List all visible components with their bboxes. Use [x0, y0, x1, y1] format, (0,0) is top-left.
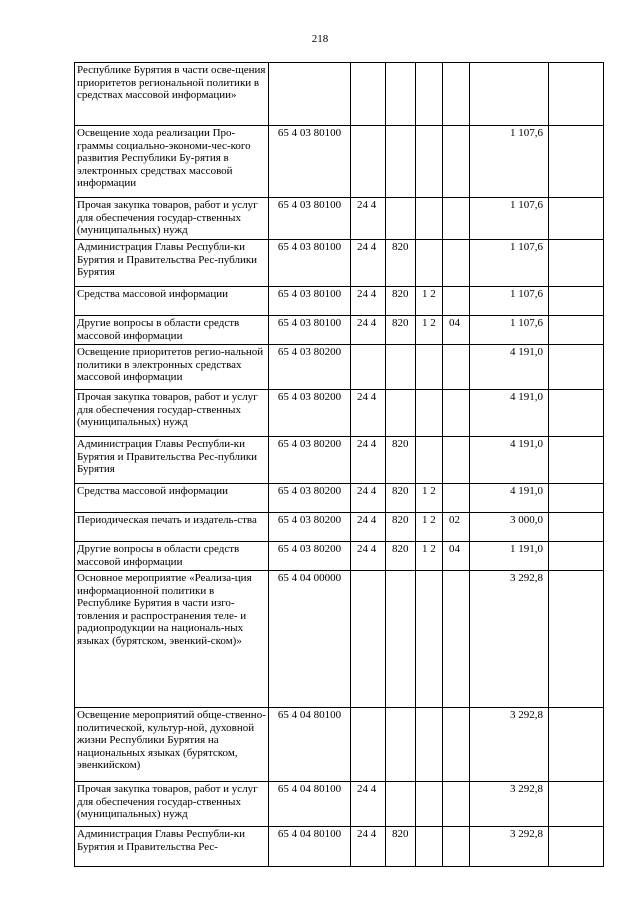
table-row — [75, 63, 604, 126]
subsection-cell — [443, 484, 470, 513]
section-cell — [416, 571, 443, 708]
extra-amount-cell — [549, 287, 604, 316]
section-cell — [416, 345, 443, 390]
department-code-cell — [386, 782, 416, 827]
target-article-cell: 65 4 04 80100 — [269, 782, 351, 827]
target-article-cell: 65 4 03 80200 — [269, 437, 351, 484]
extra-amount-cell — [549, 708, 604, 782]
table-row — [75, 542, 604, 571]
section-cell — [416, 390, 443, 437]
amount-cell: 3 292,8 — [470, 782, 549, 827]
expense-type-cell: 24 4 — [351, 240, 386, 287]
table-row — [75, 240, 604, 287]
subsection-cell — [443, 63, 470, 126]
department-code-cell: 820 — [386, 287, 416, 316]
amount-cell: 3 292,8 — [470, 708, 549, 782]
subsection-cell — [443, 345, 470, 390]
table-row — [75, 782, 604, 827]
row-name-cell: Основное мероприятие «Реализа-ция информационной политики в Республике Бурятия в части изго-товления и распространения теле- и радиопродукции на националь-ных языках (бурятском, эвенкий-ском)» — [75, 571, 269, 708]
table-row — [75, 287, 604, 316]
expense-type-cell: 24 4 — [351, 542, 386, 571]
table-row — [75, 513, 604, 542]
row-name-cell: Республике Бурятия в части осве-щения приоритетов региональной политики в средствах массовой информации» — [75, 63, 269, 126]
expense-type-cell: 24 4 — [351, 484, 386, 513]
expense-type-cell — [351, 345, 386, 390]
department-code-cell — [386, 571, 416, 708]
table-row — [75, 437, 604, 484]
row-name-cell: Освещение приоритетов регио-нальной политики в электронных средствах массовой информации — [75, 345, 269, 390]
subsection-cell: 02 — [443, 513, 470, 542]
table-row — [75, 827, 604, 867]
expense-type-cell: 24 4 — [351, 827, 386, 867]
department-code-cell: 820 — [386, 316, 416, 345]
amount-cell: 1 107,6 — [470, 126, 549, 198]
department-code-cell — [386, 708, 416, 782]
target-article-cell: 65 4 03 80200 — [269, 542, 351, 571]
row-name-cell: Прочая закупка товаров, работ и услуг для обеспечения государ-ственных (муниципальных) нужд — [75, 782, 269, 827]
subsection-cell: 04 — [443, 316, 470, 345]
section-cell — [416, 63, 443, 126]
extra-amount-cell — [549, 571, 604, 708]
target-article-cell: 65 4 03 80100 — [269, 240, 351, 287]
table-row — [75, 198, 604, 240]
subsection-cell — [443, 708, 470, 782]
target-article-cell: 65 4 03 80200 — [269, 390, 351, 437]
section-cell: 1 2 — [416, 513, 443, 542]
extra-amount-cell — [549, 240, 604, 287]
expense-type-cell: 24 4 — [351, 782, 386, 827]
target-article-cell: 65 4 03 80100 — [269, 198, 351, 240]
section-cell — [416, 708, 443, 782]
department-code-cell: 820 — [386, 484, 416, 513]
table-row — [75, 345, 604, 390]
amount-cell: 3 000,0 — [470, 513, 549, 542]
subsection-cell: 04 — [443, 542, 470, 571]
section-cell — [416, 240, 443, 287]
extra-amount-cell — [549, 126, 604, 198]
page-number: 218 — [311, 33, 329, 45]
department-code-cell: 820 — [386, 240, 416, 287]
expense-type-cell — [351, 63, 386, 126]
expense-type-cell — [351, 571, 386, 708]
department-code-cell — [386, 390, 416, 437]
expense-type-cell — [351, 126, 386, 198]
table-row — [75, 126, 604, 198]
subsection-cell — [443, 571, 470, 708]
table-row — [75, 390, 604, 437]
extra-amount-cell — [549, 63, 604, 126]
expense-type-cell: 24 4 — [351, 513, 386, 542]
section-cell: 1 2 — [416, 287, 443, 316]
row-name-cell: Администрация Главы Республи-ки Бурятия и Правительства Рес- — [75, 827, 269, 867]
expense-type-cell: 24 4 — [351, 198, 386, 240]
extra-amount-cell — [549, 316, 604, 345]
extra-amount-cell — [549, 345, 604, 390]
department-code-cell — [386, 126, 416, 198]
department-code-cell: 820 — [386, 827, 416, 867]
section-cell — [416, 437, 443, 484]
subsection-cell — [443, 390, 470, 437]
extra-amount-cell — [549, 484, 604, 513]
department-code-cell: 820 — [386, 542, 416, 571]
department-code-cell — [386, 63, 416, 126]
department-code-cell: 820 — [386, 437, 416, 484]
amount-cell: 3 292,8 — [470, 571, 549, 708]
row-name-cell: Средства массовой информации — [75, 484, 269, 513]
table-body — [75, 63, 604, 867]
extra-amount-cell — [549, 827, 604, 867]
amount-cell: 3 292,8 — [470, 827, 549, 867]
row-name-cell: Другие вопросы в области средств массовой информации — [75, 542, 269, 571]
expense-type-cell: 24 4 — [351, 390, 386, 437]
amount-cell: 4 191,0 — [470, 390, 549, 437]
subsection-cell — [443, 437, 470, 484]
row-name-cell: Другие вопросы в области средств массовой информации — [75, 316, 269, 345]
section-cell: 1 2 — [416, 484, 443, 513]
section-cell — [416, 782, 443, 827]
expense-type-cell: 24 4 — [351, 437, 386, 484]
extra-amount-cell — [549, 198, 604, 240]
department-code-cell — [386, 198, 416, 240]
target-article-cell — [269, 63, 351, 126]
row-name-cell: Прочая закупка товаров, работ и услуг для обеспечения государ-ственных (муниципальных) нужд — [75, 198, 269, 240]
target-article-cell: 65 4 04 80100 — [269, 708, 351, 782]
target-article-cell: 65 4 03 80100 — [269, 287, 351, 316]
row-name-cell: Администрация Главы Республи-ки Бурятия и Правительства Рес-публики Бурятия — [75, 437, 269, 484]
table-row — [75, 484, 604, 513]
table-row — [75, 316, 604, 345]
section-cell: 1 2 — [416, 316, 443, 345]
department-code-cell: 820 — [386, 513, 416, 542]
subsection-cell — [443, 240, 470, 287]
budget-table — [74, 62, 604, 867]
target-article-cell: 65 4 03 80100 — [269, 126, 351, 198]
extra-amount-cell — [549, 513, 604, 542]
department-code-cell — [386, 345, 416, 390]
extra-amount-cell — [549, 782, 604, 827]
subsection-cell — [443, 782, 470, 827]
target-article-cell: 65 4 03 80200 — [269, 484, 351, 513]
target-article-cell: 65 4 04 80100 — [269, 827, 351, 867]
target-article-cell: 65 4 03 80200 — [269, 513, 351, 542]
amount-cell: 4 191,0 — [470, 484, 549, 513]
expense-type-cell: 24 4 — [351, 287, 386, 316]
subsection-cell — [443, 827, 470, 867]
row-name-cell: Средства массовой информации — [75, 287, 269, 316]
row-name-cell: Прочая закупка товаров, работ и услуг для обеспечения государ-ственных (муниципальных) нужд — [75, 390, 269, 437]
table-row — [75, 708, 604, 782]
row-name-cell: Администрация Главы Республи-ки Бурятия и Правительства Рес-публики Бурятия — [75, 240, 269, 287]
row-name-cell: Периодическая печать и издатель-ства — [75, 513, 269, 542]
amount-cell — [470, 63, 549, 126]
amount-cell: 1 191,0 — [470, 542, 549, 571]
extra-amount-cell — [549, 390, 604, 437]
section-cell — [416, 198, 443, 240]
target-article-cell: 65 4 03 80200 — [269, 345, 351, 390]
target-article-cell: 65 4 03 80100 — [269, 316, 351, 345]
subsection-cell — [443, 287, 470, 316]
section-cell: 1 2 — [416, 542, 443, 571]
target-article-cell: 65 4 04 00000 — [269, 571, 351, 708]
subsection-cell — [443, 198, 470, 240]
amount-cell: 1 107,6 — [470, 198, 549, 240]
section-cell — [416, 827, 443, 867]
expense-type-cell: 24 4 — [351, 316, 386, 345]
expense-type-cell — [351, 708, 386, 782]
section-cell — [416, 126, 443, 198]
amount-cell: 4 191,0 — [470, 345, 549, 390]
extra-amount-cell — [549, 437, 604, 484]
amount-cell: 4 191,0 — [470, 437, 549, 484]
extra-amount-cell — [549, 542, 604, 571]
subsection-cell — [443, 126, 470, 198]
row-name-cell: Освещение хода реализации Про-граммы социально-экономи-чес-кого развития Республики Бу-рятия в электронных средствах массовой информации — [75, 126, 269, 198]
amount-cell: 1 107,6 — [470, 287, 549, 316]
amount-cell: 1 107,6 — [470, 240, 549, 287]
row-name-cell: Освещение мероприятий обще-ственно-политической, культур-ной, духовной жизни Республики Бурятия на национальных языках (бурятском, эвенкийском) — [75, 708, 269, 782]
table-row — [75, 571, 604, 708]
amount-cell: 1 107,6 — [470, 316, 549, 345]
